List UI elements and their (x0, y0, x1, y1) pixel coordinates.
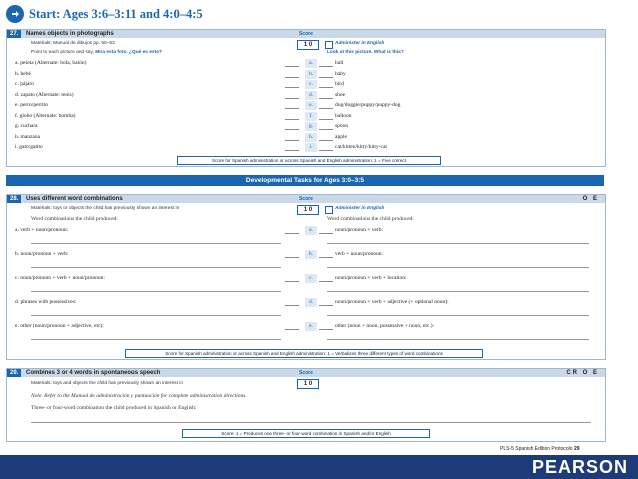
spanish-response-blank[interactable] (285, 87, 299, 88)
spanish-item: c. pájaro (15, 81, 34, 87)
english-response-blank[interactable] (319, 305, 333, 306)
response-row (15, 70, 605, 79)
spanish-response-blank[interactable] (285, 281, 299, 282)
administer-english-checkbox[interactable] (325, 206, 333, 214)
left-head: Word combinations the child produced: (31, 216, 118, 222)
spanish-item: e. perro/perrito (15, 102, 48, 108)
developmental-tasks-band: Developmental Tasks for Ages 3:0–3:5 (6, 175, 604, 186)
english-item: bird (335, 81, 344, 87)
score-box[interactable]: 1 0 (297, 205, 319, 215)
score-box[interactable]: 1 0 (297, 379, 319, 389)
score-label: Score (299, 370, 313, 376)
english-write-line[interactable] (327, 315, 589, 316)
spanish-item: a. verb + noun/pronoun: (15, 227, 69, 233)
english-write-line[interactable] (327, 291, 589, 292)
item-letter: g. (305, 122, 317, 131)
english-response-blank[interactable] (319, 66, 333, 67)
spanish-item: g. cuchara (15, 123, 38, 129)
english-item: noun/pronoun + verb: (335, 227, 384, 233)
spanish-item: b. bebé (15, 70, 31, 77)
english-response-blank[interactable] (319, 257, 333, 258)
english-write-line[interactable] (327, 267, 589, 268)
score-bar: Score for Spanish administration or across Spanish and English administration: 1 = Five correct (177, 156, 441, 165)
spanish-item: i. gato/gatito (15, 144, 43, 150)
english-item: spoon (335, 123, 349, 129)
english-write-line[interactable] (327, 339, 589, 340)
spanish-item: e. other (noun/pronoun + adjective, etc): (15, 323, 104, 329)
right-head: Word combinations the child produced: (327, 216, 414, 222)
materials-text: Materials: toys or objects the child has previously shown an interest in (31, 206, 180, 211)
english-item: other (noun + noun, possessive + noun, etc.): (335, 323, 435, 329)
english-response-blank[interactable] (319, 98, 333, 99)
item-number: 29. (7, 369, 21, 377)
score-bar: Score for Spanish administration or across Spanish and English administration: 1 = Verbalizes three different types of word combinations (125, 349, 483, 358)
score-label: Score (299, 31, 313, 37)
spanish-response-blank[interactable] (285, 77, 299, 78)
spanish-write-line[interactable] (31, 267, 281, 268)
materials-text: Materials: toys and objects the child has previously shown an interest in (31, 381, 183, 386)
note-text: Note. Refer to the Manual de administración y puntuación for complete administration directions. (31, 393, 247, 399)
spanish-response-blank[interactable] (285, 329, 299, 330)
response-row (15, 80, 605, 89)
spanish-response-blank[interactable] (285, 305, 299, 306)
item-letter: b. (305, 70, 317, 79)
item-tags: O E (582, 196, 599, 202)
brand-bar (0, 455, 638, 479)
item-letter: c. (305, 274, 317, 283)
response-row (15, 274, 605, 283)
spanish-response-blank[interactable] (285, 257, 299, 258)
item-letter: a. (305, 59, 317, 68)
spanish-item: h. manzana (15, 133, 41, 140)
english-response-blank[interactable] (319, 281, 333, 282)
item-letter: d. (305, 91, 317, 100)
score-box[interactable]: 1 0 (297, 40, 319, 50)
item-letter: a. (305, 226, 317, 235)
english-response-blank[interactable] (319, 87, 333, 88)
spanish-response-blank[interactable] (285, 119, 299, 120)
english-write-line[interactable] (327, 243, 589, 244)
response-row (15, 133, 605, 142)
english-response-blank[interactable] (319, 108, 333, 109)
administer-english-label: Administer in English (335, 206, 385, 211)
item-number: 28. (7, 195, 21, 203)
english-response-blank[interactable] (319, 140, 333, 141)
spanish-item: c. noun/pronoun + verb + noun/pronoun: (15, 275, 105, 281)
instruction-english: Look at this picture. What is this? (327, 50, 404, 55)
spanish-response-blank[interactable] (285, 233, 299, 234)
start-title: Start: Ages 3:6–3:11 and 4:0–4:5 (29, 6, 203, 21)
item-title: Names objects in photographs (26, 31, 114, 37)
response-row (15, 298, 605, 307)
score-bar: Score: 1 = Produces one three- or four-word combination in Spanish and/or English (182, 429, 430, 438)
spanish-item: a. pelota (Alternate: bola, balón) (15, 60, 87, 66)
spanish-write-line[interactable] (31, 291, 281, 292)
response-row (15, 112, 605, 121)
spanish-response-blank[interactable] (285, 140, 299, 141)
item-letter: f. (305, 112, 317, 121)
item-letter: h. (305, 133, 317, 142)
item-title: Uses different word combinations (26, 196, 123, 202)
english-item: noun/pronoun + verb + location: (335, 275, 407, 281)
item-number: 27. (7, 30, 21, 38)
score-label: Score (299, 196, 313, 202)
english-response-blank[interactable] (319, 233, 333, 234)
arrow-right-icon (6, 5, 24, 23)
response-row (15, 226, 605, 235)
item-letter: b. (305, 250, 317, 259)
item-27-section (6, 29, 606, 167)
response-row (15, 59, 605, 68)
spanish-write-line[interactable] (31, 315, 281, 316)
english-response-blank[interactable] (319, 77, 333, 78)
response-row (15, 143, 605, 152)
item-letter: i. (305, 143, 317, 152)
spanish-response-blank[interactable] (285, 129, 299, 130)
response-row (15, 91, 605, 100)
english-item: ball (335, 60, 344, 66)
page-footer: PLS-5 Spanish Edition Protocolo 29 (500, 446, 580, 452)
item-tags: CR O E (566, 370, 599, 376)
spanish-response-blank[interactable] (285, 98, 299, 99)
english-item: apple (335, 133, 347, 140)
spanish-response-blank[interactable] (285, 108, 299, 109)
english-response-blank[interactable] (319, 119, 333, 120)
item-letter: c. (305, 80, 317, 89)
administer-english-checkbox[interactable] (325, 41, 333, 49)
english-item: baby (335, 70, 346, 77)
spanish-write-line[interactable] (31, 243, 281, 244)
pearson-logo: PEARSON (531, 457, 628, 477)
english-item: shoe (335, 91, 346, 98)
item-letter: e. (305, 322, 317, 331)
prompt-text: Three- or four-word combination the child produced in Spanish or English: (31, 405, 197, 411)
english-item: cat/kitten/kitty/kitty-cat (335, 144, 387, 150)
english-response-blank[interactable] (319, 150, 333, 151)
spanish-item: f. globo (Alternate: bomba) (15, 112, 76, 119)
english-response-blank[interactable] (319, 329, 333, 330)
response-row (15, 250, 605, 259)
spanish-item: d. zapato (Alternate: tenis) (15, 91, 74, 98)
item-28-section (6, 194, 606, 360)
materials-text: Materials: Manual de dibujos pp. 50–52 (31, 41, 115, 46)
item-title: Combines 3 or 4 words in spontaneous speech (26, 370, 161, 376)
response-row (15, 101, 605, 110)
response-row (15, 322, 605, 331)
item-letter: d. (305, 298, 317, 307)
start-header (6, 4, 203, 24)
instruction-text: Point to each picture and say, Mira esta foto. ¿Qué es esto? (31, 50, 163, 55)
administer-english-label: Administer in English (335, 41, 385, 46)
spanish-response-blank[interactable] (285, 66, 299, 67)
english-item: dog/doggie/puppy/puppy-dog (335, 102, 401, 108)
english-item: balloon (335, 112, 352, 119)
spanish-response-blank[interactable] (285, 150, 299, 151)
spanish-write-line[interactable] (31, 339, 281, 340)
item-29-section (6, 368, 606, 442)
english-item: verb + noun/pronoun: (335, 251, 384, 257)
spanish-item: d. phrases with possessives: (15, 299, 77, 305)
item-letter: e. (305, 101, 317, 110)
english-response-blank[interactable] (319, 129, 333, 130)
response-line[interactable] (31, 422, 591, 423)
response-row (15, 122, 605, 131)
english-item: noun/pronoun + verb + adjective (+ optional noun): (335, 299, 449, 305)
spanish-item: b. noun/pronoun + verb: (15, 251, 69, 257)
